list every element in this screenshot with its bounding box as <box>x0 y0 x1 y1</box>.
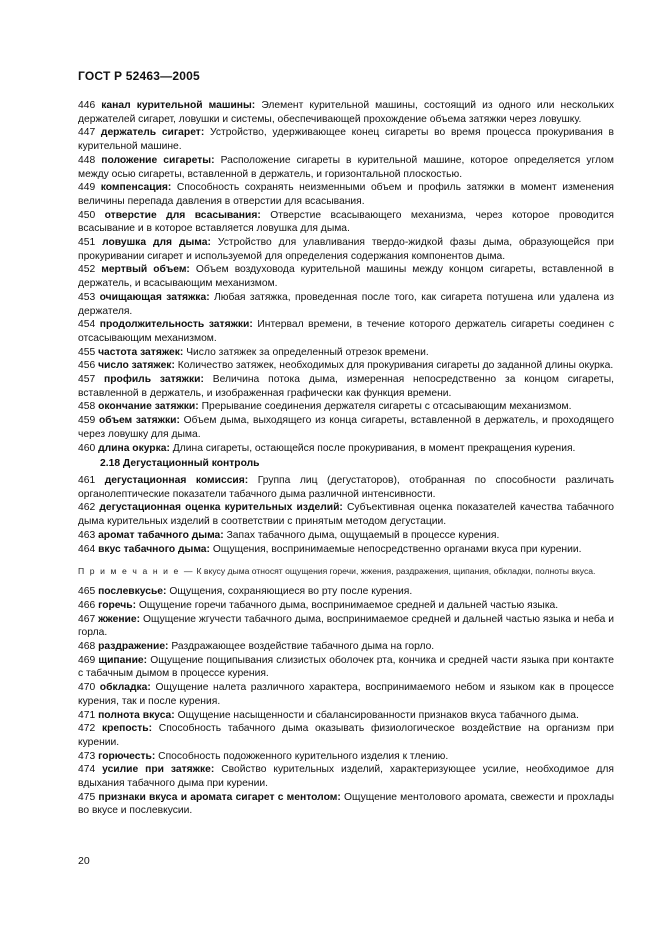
term-number: 475 <box>78 791 96 803</box>
term-definition: Расположение сигареты в курительной машине, которое определяется углом между осью сигареты, вставленной в держатель, и горизонтальной плоскостью. <box>78 154 614 180</box>
term-name: обкладка: <box>99 682 151 694</box>
term-name: крепость: <box>101 723 153 735</box>
term-definition: Группа лиц (дегустаторов), отобранная по способности различать органолептические показатели табачного дыма различной интенсивности. <box>78 474 614 500</box>
term-name: число затяжек: <box>98 360 175 372</box>
term-definition: Ощущение налета различного характера, воспринимаемого небом и языком как в процессе курения, так и после курения. <box>78 682 614 707</box>
term-number: 470 <box>78 682 96 694</box>
term-name: жжение: <box>98 613 141 625</box>
document-body <box>78 99 614 818</box>
term-definition: Способность табачного дыма оказывать физиологическое воздействие на организм при курении. <box>78 723 614 748</box>
term-name: частота затяжек: <box>98 346 184 358</box>
entries-group-c <box>78 585 614 818</box>
term-entry-449 <box>78 181 614 208</box>
term-definition: Объем воздуховода курительной машины между концом сигареты, вставленной в держатель, и всасывающим механизмом. <box>78 264 614 290</box>
term-number: 468 <box>78 641 96 653</box>
term-name: раздражение: <box>98 641 169 653</box>
term-number: 471 <box>78 709 96 721</box>
term-name: вкус табачного дыма: <box>98 543 210 555</box>
term-name: послевкусье: <box>98 586 167 598</box>
term-number: 454 <box>78 319 96 331</box>
term-definition: Ощущение насыщенности и сбалансированности признаков вкуса табачного дыма. <box>177 709 579 721</box>
term-entry-459 <box>78 414 614 441</box>
term-definition: Устройство для улавливания твердо-жидкой фазы дыма, образующейся при прокуривании сигарет и используемой для определения содержания компонентов дыма. <box>78 237 614 262</box>
term-entry-466 <box>78 599 614 613</box>
term-number: 451 <box>78 237 96 249</box>
term-number: 463 <box>78 529 96 541</box>
term-number: 459 <box>78 415 96 427</box>
term-number: 453 <box>78 291 96 303</box>
term-number: 449 <box>78 182 96 194</box>
term-definition: Запах табачного дыма, ощущаемый в процессе курения. <box>226 529 500 541</box>
term-number: 464 <box>78 543 96 555</box>
term-name: канал курительной машины: <box>101 100 256 111</box>
term-number: 446 <box>78 100 96 111</box>
term-number: 452 <box>78 264 96 276</box>
term-name: ловушка для дыма: <box>102 237 211 249</box>
term-entry-464 <box>78 543 614 557</box>
term-entry-463 <box>78 529 614 543</box>
term-entry-475 <box>78 791 614 818</box>
term-name: компенсация: <box>100 182 172 194</box>
term-entry-462 <box>78 501 614 528</box>
term-name: отверстие для всасывания: <box>104 209 261 221</box>
term-entry-465 <box>78 585 614 599</box>
term-entry-467 <box>78 613 614 640</box>
term-name: признаки вкуса и аромата сигарет с ментолом: <box>98 791 341 803</box>
term-name: окончание затяжки: <box>98 401 199 413</box>
term-entry-474 <box>78 763 614 790</box>
term-number: 465 <box>78 586 96 598</box>
term-name: щипание: <box>98 654 148 666</box>
term-entry-448 <box>78 154 614 181</box>
term-entry-446 <box>78 99 614 126</box>
term-entry-471 <box>78 709 614 723</box>
term-name: дегустационная комиссия: <box>104 474 249 486</box>
note <box>78 565 614 577</box>
term-number: 474 <box>78 764 96 776</box>
term-name: аромат табачного дыма: <box>98 529 224 541</box>
term-number: 473 <box>78 750 96 762</box>
term-definition: Ощущения, воспринимаемые непосредственно органами вкуса при курении. <box>212 543 582 555</box>
term-number: 456 <box>78 360 96 372</box>
term-number: 472 <box>78 723 96 735</box>
subsection-title: 2.18 Дегустационный контроль <box>100 458 260 470</box>
term-name: очищающая затяжка: <box>99 291 210 303</box>
term-entry-468 <box>78 640 614 654</box>
term-definition: Ощущения, сохраняющиеся во рту после курения. <box>169 586 413 598</box>
term-definition: Число затяжек за определенный отрезок времени. <box>186 346 429 358</box>
term-definition: Прерывание соединения держателя сигареты с отсасывающим механизмом. <box>201 401 572 413</box>
term-definition: Любая затяжка, проведенная после того, как сигарета потушена или удалена из держателя. <box>78 291 614 317</box>
term-number: 460 <box>78 442 96 454</box>
term-definition: Величина потока дыма, измеренная непосредственно за концом сигареты, вставленной в держатель, и изображенная графически как функция времени. <box>78 374 614 399</box>
term-entry-456 <box>78 359 614 373</box>
term-name: длина окурка: <box>98 442 170 454</box>
term-definition: Ощущение горечи табачного дыма, воспринимаемое средней и дальней частью языка. <box>138 599 559 611</box>
term-entry-472 <box>78 722 614 749</box>
term-entry-457 <box>78 373 614 400</box>
term-definition: Способность подожженного курительного изделия к тлению. <box>158 750 449 762</box>
term-name: горечь: <box>98 599 137 611</box>
term-entry-452 <box>78 263 614 290</box>
term-entry-453 <box>78 291 614 318</box>
term-name: горючесть: <box>98 750 156 762</box>
term-number: 458 <box>78 401 96 413</box>
term-definition: Интервал времени, в течение которого держатель сигареты соединен с отсасывающим механизмом. <box>78 319 614 344</box>
term-entry-455 <box>78 346 614 360</box>
term-number: 450 <box>78 209 96 221</box>
term-name: положение сигареты: <box>101 154 215 166</box>
term-definition: Ощущение жгучести табачного дыма, воспринимаемое средней и дальней частью языка и неба и горла. <box>78 613 614 639</box>
term-definition: Ощущение пощипывания слизистых оболочек рта, кончика и средней части языка при контакте с табачным дымом в процессе курения. <box>78 654 614 680</box>
term-name: дегустационная оценка курительных изделий: <box>99 502 343 514</box>
term-definition: Способность сохранять неизменными объем и профиль затяжки в момент изменения величины перепада давления в отверстии для всасывания. <box>78 182 614 207</box>
entries-group-b <box>78 474 614 556</box>
term-number: 461 <box>78 474 96 486</box>
term-name: держатель сигарет: <box>100 127 205 139</box>
term-entry-451 <box>78 236 614 263</box>
term-number: 448 <box>78 154 96 166</box>
term-number: 457 <box>78 374 96 386</box>
note-text: К вкусу дыма относят ощущения горечи, жжения, раздражения, щипания, обкладки, полноты вкуса. <box>196 566 596 577</box>
term-number: 455 <box>78 346 96 358</box>
term-name: объем затяжки: <box>98 415 180 427</box>
term-entry-473 <box>78 750 614 764</box>
term-name: продолжительность затяжки: <box>99 319 253 331</box>
term-number: 467 <box>78 613 96 625</box>
term-definition: Субъективная оценка показателей качества табачного дыма курительных изделий в соответствии с принятым методом дегустации. <box>78 502 614 528</box>
term-entry-470 <box>78 681 614 708</box>
term-entry-469 <box>78 654 614 681</box>
term-entry-461 <box>78 474 614 501</box>
term-definition: Количество затяжек, необходимых для прокуривания сигареты до заданной длины окурка. <box>177 360 614 372</box>
term-definition: Длина сигареты, остающейся после прокуривания, в момент прекращения курения. <box>172 442 576 454</box>
term-number: 469 <box>78 654 96 666</box>
term-definition: Раздражающее воздействие табачного дыма на горло. <box>171 641 435 653</box>
note-label: П р и м е ч а н и е — <box>78 566 195 577</box>
term-number: 447 <box>78 127 96 139</box>
term-entry-450 <box>78 209 614 236</box>
term-definition: Устройство, удерживающее конец сигареты во время процесса прокуривания в курительной машине. <box>78 127 614 153</box>
term-entry-454 <box>78 318 614 345</box>
term-number: 466 <box>78 599 96 611</box>
term-name: усилие при затяжке: <box>102 764 215 776</box>
term-definition: Объем дыма, выходящего из конца сигареты, вставленной в держатель, и проходящего через ловушку для дыма. <box>78 415 614 440</box>
term-definition: Ощущение ментолового аромата, свежести и прохлады во вкусе и послевкусии. <box>78 791 614 817</box>
term-definition: Отверстие всасывающего механизма, через которое проводится всасывание и в которое вставляется ловушка для дыма. <box>78 209 614 235</box>
entries-group-a <box>78 99 614 455</box>
term-entry-460 <box>78 442 614 456</box>
document-header: ГОСТ Р 52463—2005 <box>78 69 200 83</box>
page-number: 20 <box>78 855 90 867</box>
term-name: профиль затяжки: <box>104 374 204 386</box>
term-name: полнота вкуса: <box>98 709 175 721</box>
term-number: 462 <box>78 502 96 514</box>
term-entry-458 <box>78 400 614 414</box>
term-entry-447 <box>78 126 614 153</box>
term-name: мертвый объем: <box>101 264 190 276</box>
term-definition: Элемент курительной машины, состоящий из одного или нескольких держателей сигарет, ловушки и системы, обеспечивающей прохождение объема затяжки через ловушку. <box>78 100 614 125</box>
term-definition: Свойство курительных изделий, характеризующее усилие, необходимое для вдыхания табачного дыма при курении. <box>78 764 614 790</box>
